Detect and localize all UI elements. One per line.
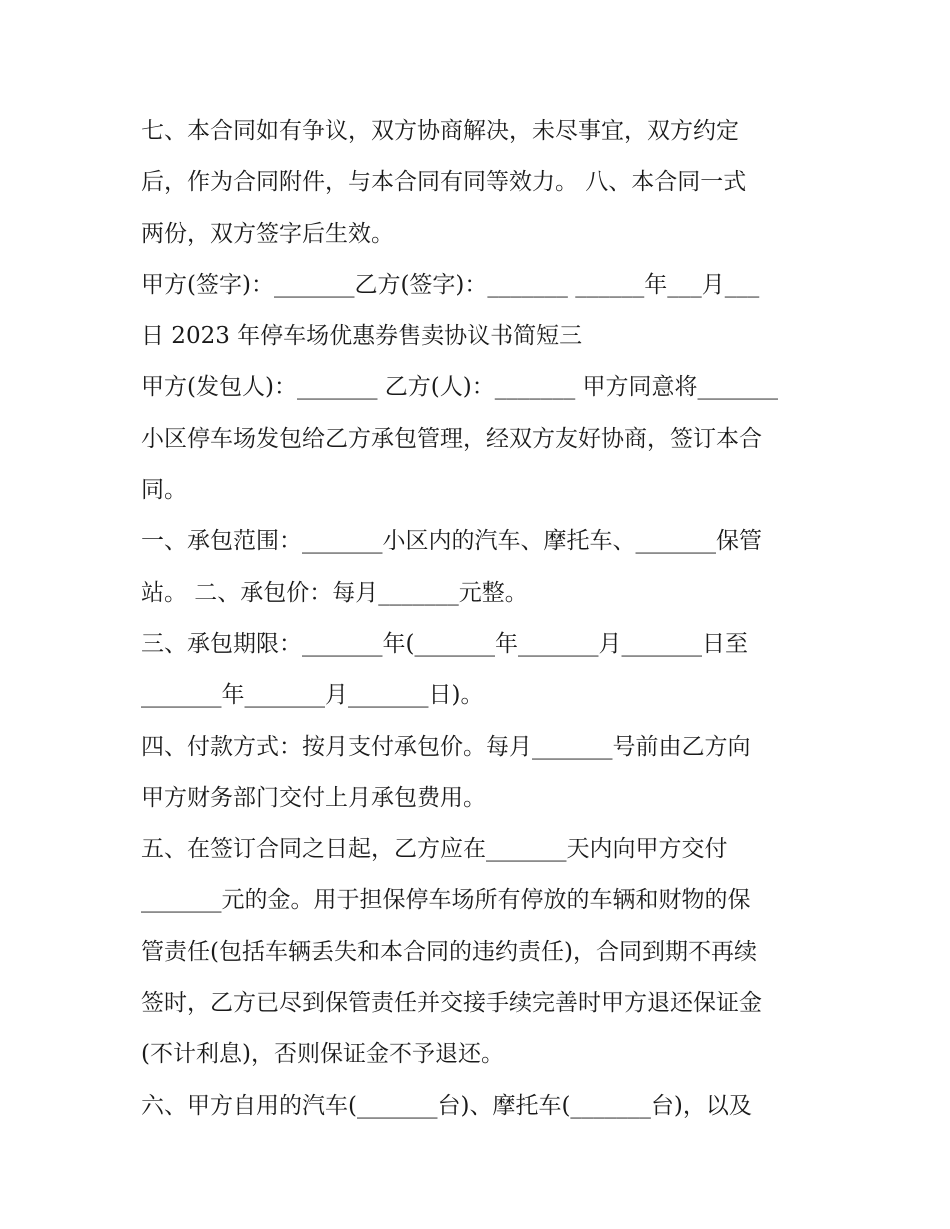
- text-line: 同。: [141, 477, 187, 504]
- signature-line: 甲方(签字)：_______乙方(签字)：_______ ______年___月___: [141, 271, 760, 298]
- text-line: 一、承包范围：_______小区内的汽车、摩托车、_______保管: [141, 528, 762, 555]
- text-line: (不计利息)，否则保证金不予退还。: [141, 1041, 504, 1068]
- text-line: _______元的金。用于担保停车场所有停放的车辆和财物的保: [141, 887, 751, 914]
- text-line: 两份，双方签字后生效。: [141, 220, 394, 247]
- text-line: _______年_______月_______日)。: [141, 682, 484, 709]
- text-line: 甲方(发包人)：_______ 乙方(人)：_______ 甲方同意将_______: [141, 374, 779, 401]
- text-line: 七、本合同如有争议，双方协商解决，未尽事宜，双方约定: [141, 118, 739, 144]
- text-line: 管责任(包括车辆丢失和本合同的违约责任)，合同到期不再续: [141, 938, 757, 965]
- text-line: 小区停车场发包给乙方承包管理，经双方友好协商，签订本合: [141, 425, 762, 452]
- section-title-line: 日 2023 年停车场优惠券售卖协议书简短三: [141, 323, 583, 350]
- text-line: 五、在签订合同之日起，乙方应在_______天内向甲方交付: [141, 836, 728, 863]
- text-line: 甲方财务部门交付上月承包费用。: [141, 784, 486, 811]
- text-line: 六、甲方自用的汽车(_______台)、摩托车(_______台)，以及: [141, 1092, 752, 1119]
- text-line: 后，作为合同附件，与本合同有同等效力。 八、本合同一式: [141, 169, 747, 196]
- text-line: 站。 二、承包价：每月_______元整。: [141, 579, 528, 606]
- text-line: 四、付款方式：按月支付承包价。每月_______号前由乙方向: [141, 733, 751, 760]
- text-line: 签时，乙方已尽到保管责任并交接手续完善时甲方退还保证金: [141, 990, 762, 1017]
- text-line: 三、承包期限：_______年(_______年_______月_______日至: [141, 630, 748, 657]
- contract-text: [141, 106, 821, 1132]
